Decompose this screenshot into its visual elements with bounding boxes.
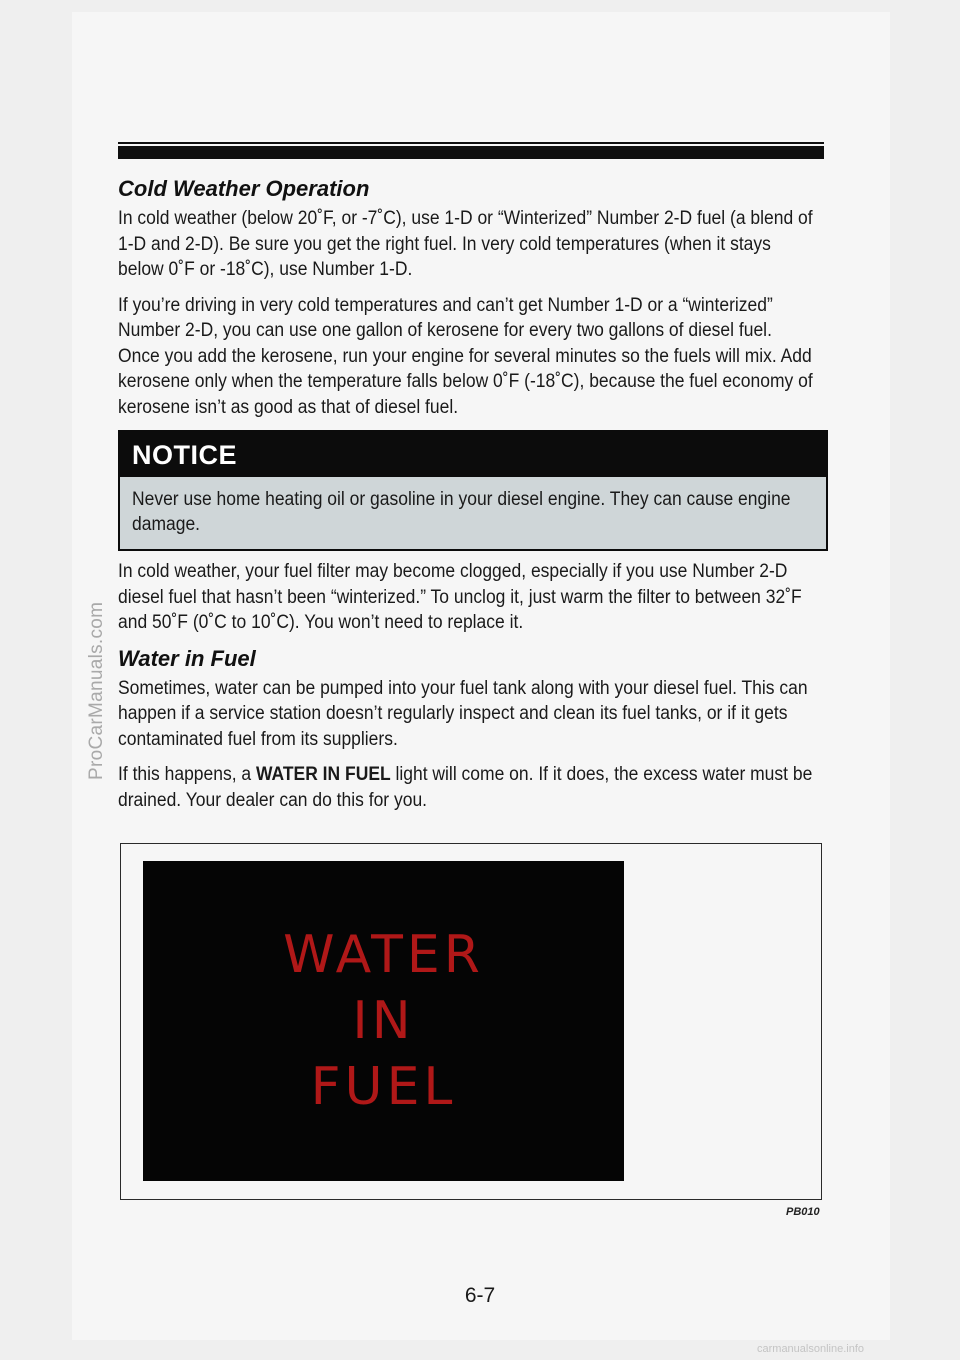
section-heading-water-in-fuel: Water in Fuel (118, 645, 256, 671)
paragraph-cold-weather-1: In cold weather (below 20˚F, or -7˚C), use 1-D or “Winterized” Number 2-D fuel (a blend of 1-D and 2-D). Be sure you get the right fuel. In very cold temperatures (when it stays below 0˚F or -18˚C), use Number 1-D. (118, 208, 813, 280)
notice-text: Never use home heating oil or gasoline in your diesel engine. They can cause engine damage. (132, 489, 791, 535)
figure-frame (120, 843, 822, 1200)
lamp-line-1: WATER (283, 925, 484, 985)
notice-body (120, 477, 826, 549)
notice-title: NOTICE (120, 432, 826, 477)
lamp-line-2: IN (352, 991, 415, 1051)
water-in-fuel-lamp (143, 861, 624, 1181)
water-in-fuel-term: WATER IN FUEL (256, 764, 391, 785)
figure-code: PB010 (786, 1206, 820, 1218)
header-rule-thick (118, 146, 824, 159)
lamp-line-3: FUEL (310, 1057, 457, 1117)
bottom-watermark: carmanualsonline.info (757, 1343, 865, 1355)
paragraph-water-1: Sometimes, water can be pumped into your fuel tank along with your diesel fuel. This can happen if a service station doesn’t regularly inspect and clean its fuel tanks, or if it gets contaminated fuel from its suppliers. (118, 677, 808, 750)
paragraph-cold-weather-2: If you’re driving in very cold temperatures and can’t get Number 1-D or a “winterized” Number 2-D, you can use one gallon of kerosene for every two gallons of diesel fuel. Once you add the kerosene, run your engine for several minutes so the fuels will mix. Add kerosene only when the temperature falls below 0˚F (-18˚C), because the fuel economy of kerosene isn’t as good as that of diesel fuel. (118, 294, 813, 418)
notice-box (118, 430, 828, 551)
paragraph-water-2 (118, 762, 817, 813)
paragraph-water-2-pre: If this happens, a (118, 764, 256, 785)
paragraph-fuel-filter: In cold weather, your fuel filter may become clogged, especially if you use Number 2-D diesel fuel that hasn’t been “winterized.” To unclog it, just warm the filter to between 32˚F and 50˚F (0˚C to 10˚C). You won’t need to replace it. (118, 561, 802, 633)
page-number: 6-7 (464, 1284, 496, 1307)
main-content (118, 176, 824, 823)
side-watermark: ProCarManuals.com (86, 601, 107, 780)
section-heading-cold-weather: Cold Weather Operation (118, 176, 370, 201)
paragraph-water-2-post: light will come on. If it does, the excess water must be drained. Your dealer can do this for you. (118, 764, 813, 811)
header-rule-thin (118, 142, 824, 144)
